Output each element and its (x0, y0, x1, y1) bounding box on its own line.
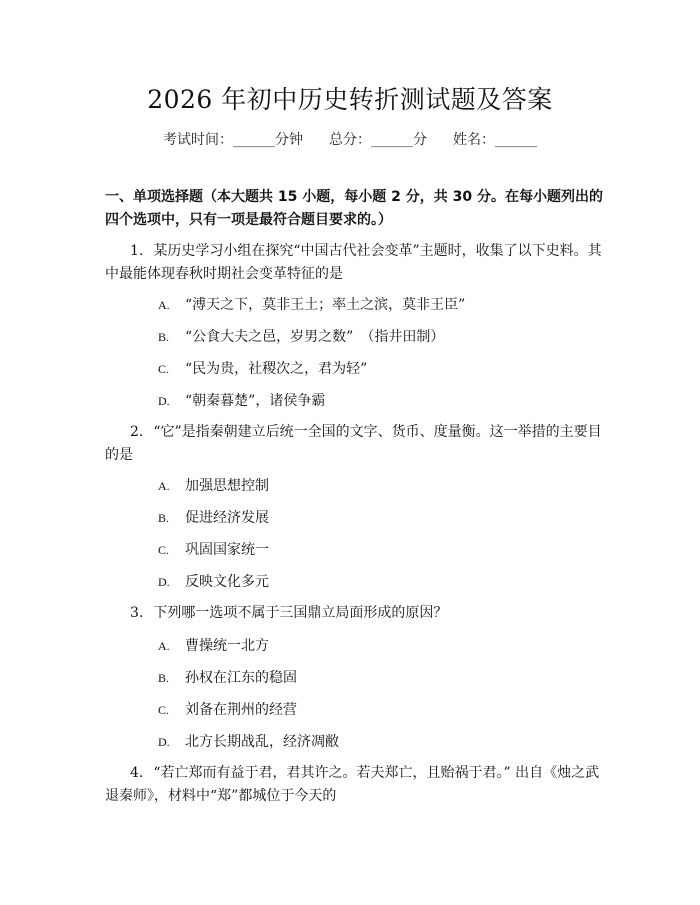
question-number: 2. (130, 424, 144, 440)
total-score-field: 总分：______分 (329, 132, 427, 148)
option-text: “公食大夫之邑，岁男之数” （指井田制） (185, 329, 445, 345)
option-letter: B. (158, 671, 170, 685)
question-stem (105, 762, 605, 808)
page-title: 2026 年初中历史转折测试题及答案 (147, 85, 553, 114)
option-letter: D. (158, 394, 170, 408)
option-letter: D. (158, 735, 170, 749)
option-item (158, 636, 269, 656)
option-item (158, 476, 269, 496)
option-item (158, 540, 269, 560)
option-text: 北方长期战乱，经济凋敝 (185, 734, 339, 750)
option-item (158, 700, 297, 720)
question-text: “若亡郑而有益于君，君其许之。若夫郑亡，且贻祸于君。” 出自《烛之武退秦师》，材料中“郑”都城位于今天的 (105, 765, 600, 804)
option-item (158, 295, 465, 315)
question-stem (105, 421, 605, 467)
option-letter: B. (158, 511, 170, 525)
question-text: 下列哪一选项不属于三国鼎立局面形成的原因？ (153, 605, 448, 621)
option-item (158, 359, 367, 379)
question-text: “它”是指秦朝建立后统一全国的文字、货币、度量衡。这一举措的主要目的是 (105, 424, 602, 463)
option-text: 加强思想控制 (185, 478, 269, 494)
option-text: 巩固国家统一 (185, 542, 269, 558)
option-text: “民为贵，社稷次之，君为轻” (185, 361, 368, 377)
option-item (158, 668, 297, 688)
question-text: 某历史学习小组在探究“中国古代社会变革”主题时，收集了以下史料。其中最能体现春秋时期社会变革特征的是 (105, 243, 602, 282)
question-stem (105, 602, 605, 625)
option-item (158, 508, 269, 528)
option-text: 孙权在江东的稳固 (185, 670, 297, 686)
section-heading: 一、单项选择题（本大题共 15 小题，每小题 2 分，共 30 分。在每小题列出的四个选项中，只有一项是最符合题目要求的。） (105, 189, 603, 228)
exam-time-field: 考试时间：______分钟 (163, 132, 303, 148)
option-letter: B. (158, 330, 170, 344)
option-text: 曹操统一北方 (185, 638, 269, 654)
option-letter: C. (158, 362, 170, 376)
option-text: “朝秦暮楚”，诸侯争霸 (185, 393, 326, 409)
question-number: 1. (130, 243, 144, 259)
name-field: 姓名：______ (453, 132, 537, 148)
option-letter: A. (158, 298, 170, 312)
option-text: 刘备在荆州的经营 (185, 702, 297, 718)
question-number: 4. (130, 765, 144, 781)
question-stem (105, 240, 605, 286)
option-letter: C. (158, 703, 170, 717)
option-item (158, 572, 269, 592)
option-letter: D. (158, 575, 170, 589)
option-item (158, 327, 444, 347)
option-item (158, 391, 325, 411)
option-text: “溥天之下，莫非王土；率土之滨，莫非王臣” (185, 297, 466, 313)
option-text: 反映文化多元 (185, 574, 269, 590)
option-letter: A. (158, 639, 170, 653)
option-letter: A. (158, 479, 170, 493)
exam-info-line (0, 130, 700, 150)
question-number: 3. (130, 605, 144, 621)
option-letter: C. (158, 543, 170, 557)
option-text: 促进经济发展 (185, 510, 269, 526)
option-item (158, 732, 339, 752)
